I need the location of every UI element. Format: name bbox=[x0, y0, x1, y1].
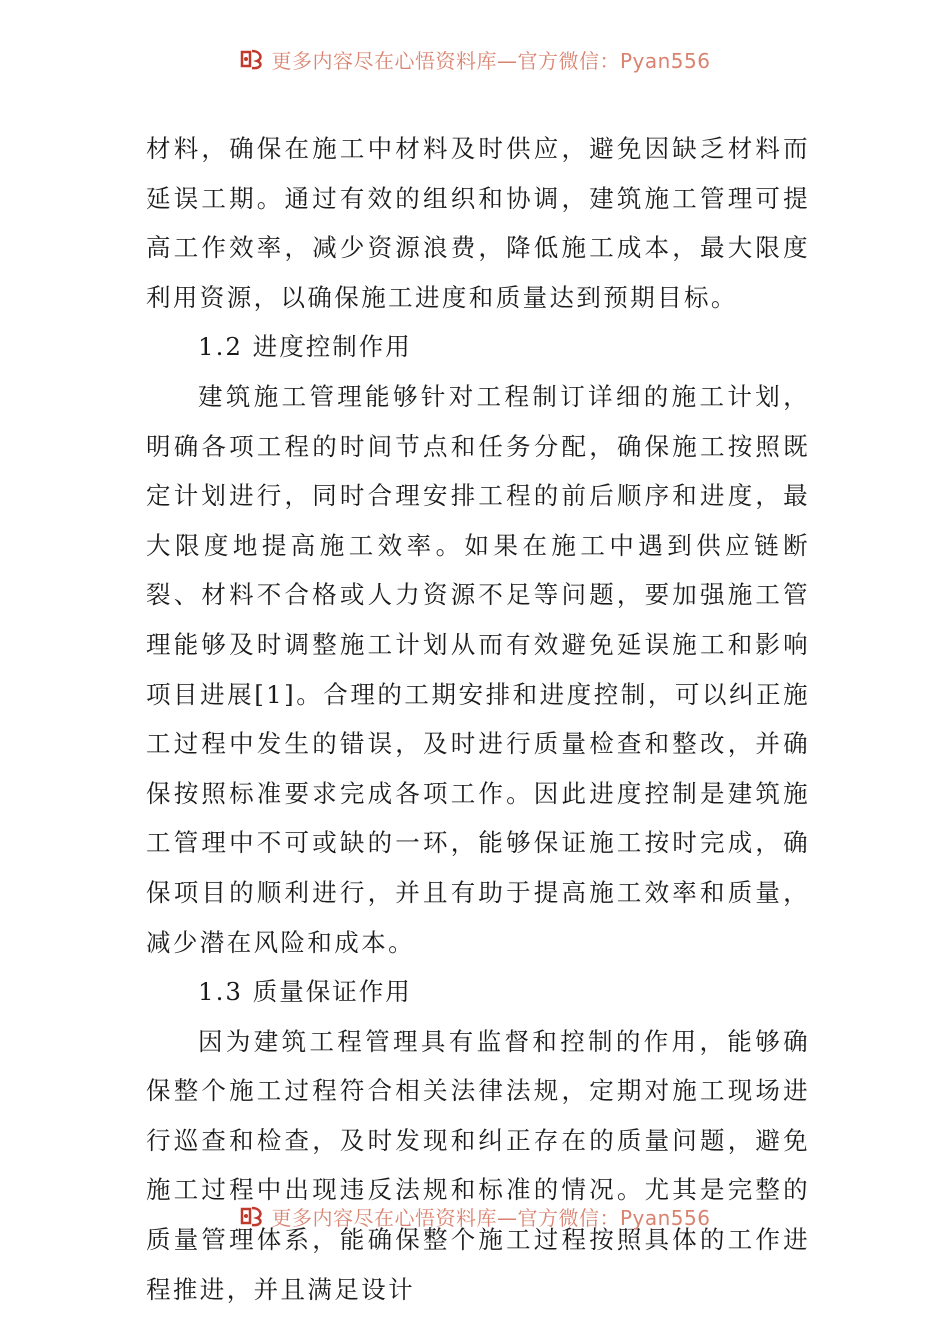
paragraph-continuation: 材料，确保在施工中材料及时供应，避免因缺乏材料而延误工期。通过有效的组织和协调，建筑施工管理可提高工作效率，减少资源浪费，降低施工成本，最大限度利用资源，以确保施工进度和质量达到预期目标。 bbox=[146, 134, 810, 312]
footer-watermark bbox=[0, 1206, 950, 1238]
section-heading-1-2: 1.2 进度控制作用 bbox=[198, 332, 412, 362]
watermark-text: 更多内容尽在心悟资料库—官方微信：Pyan556 bbox=[271, 1205, 711, 1230]
header-watermark bbox=[0, 48, 950, 84]
paragraph-progress-control: 建筑施工管理能够针对工程制订详细的施工计划，明确各项工程的时间节点和任务分配，确保施工按照既定计划进行，同时合理安排工程的前后顺序和进度，最大限度地提高施工效率。如果在施工中遇到供应链断裂、材料不合格或人力资源不足等问题，要加强施工管理能够及时调整施工计划从而有效避免延误施工和影响项目进展[1]。合理的工期安排和进度控制，可以纠正施工过程中发生的错误，及时进行质量检查和整改，并确保按照标准要求完成各项工作。因此进度控制是建筑施工管理中不可或缺的一环，能够保证施工按时完成，确保项目的顺利进行，并且有助于提高施工效率和质量，减少潜在风险和成本。 bbox=[146, 381, 810, 957]
paragraph-quality-assurance: 因为建筑工程管理具有监督和控制的作用，能够确保整个施工过程符合相关法律法规，定期对施工现场进行巡查和检查，及时发现和纠正存在的质量问题，避免施工过程中出现违反法规和标准的情况。尤其是完整的质量管理体系，能确保整个施工过程按照具体的工作进程推进，并且满足设计 bbox=[146, 1026, 810, 1304]
logo-icon bbox=[239, 1205, 265, 1227]
section-heading-1-3: 1.3 质量保证作用 bbox=[198, 977, 412, 1007]
logo-icon bbox=[239, 48, 265, 70]
watermark-text: 更多内容尽在心悟资料库—官方微信：Pyan556 bbox=[271, 48, 711, 73]
